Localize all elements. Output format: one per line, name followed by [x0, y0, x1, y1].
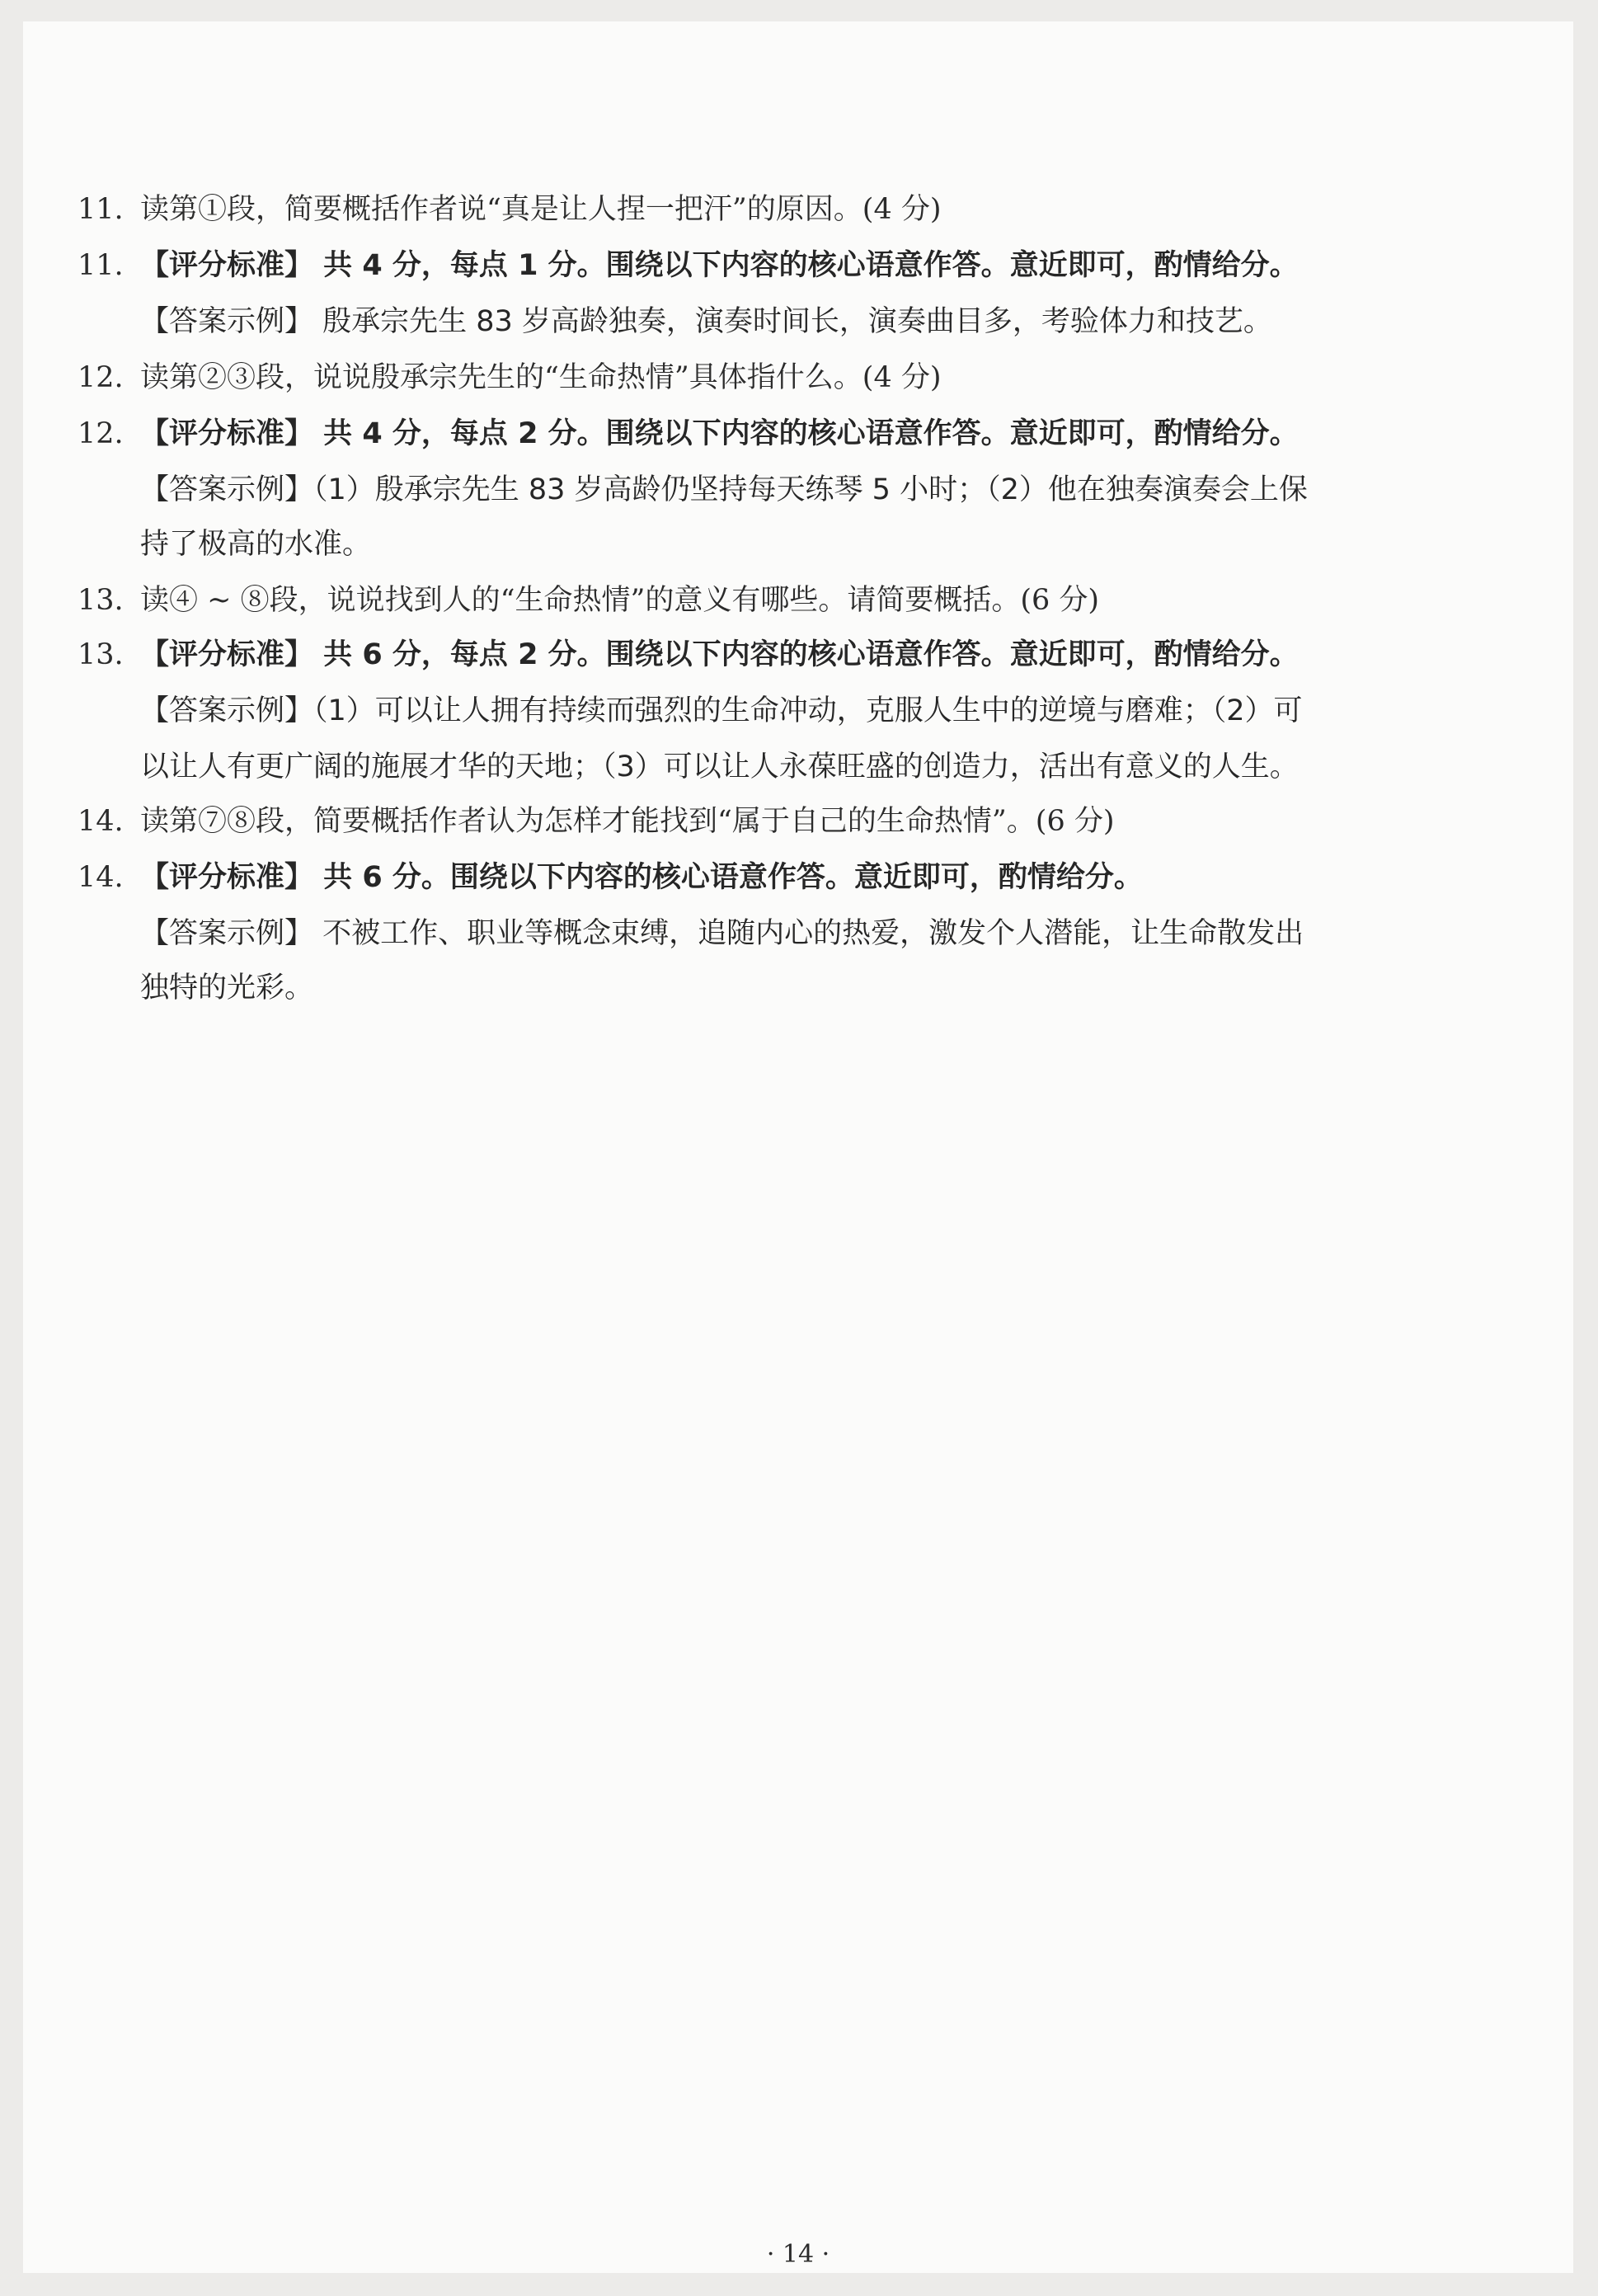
answer-example: 【答案示例】（1）殷承宗先生 83 岁高龄仍坚持每天练琴 5 小时；（2）他在独奏演奏会上保 — [140, 473, 1308, 506]
question-text: 读第⑦⑧段，简要概括作者认为怎样才能找到“属于自己的生命热情”。(6 分) — [140, 805, 1115, 838]
answer-number: 14. — [78, 861, 124, 894]
answer-example: 【答案示例】 不被工作、职业等概念束缚，追随内心的热爱，激发个人潜能，让生命散发出 — [140, 917, 1304, 950]
scoring-criteria: 【评分标准】 共 6 分，每点 2 分。围绕以下内容的核心语意作答。意近即可，酌情给分。 — [140, 638, 1299, 671]
question-number: 11. — [78, 193, 124, 226]
answer-example: 【答案示例】（1）可以让人拥有持续而强烈的生命冲动，克服人生中的逆境与磨难；（2）可 — [140, 694, 1303, 727]
answer-example: 【答案示例】 殷承宗先生 83 岁高龄独奏，演奏时间长，演奏曲目多，考验体力和技艺。 — [140, 305, 1272, 338]
scoring-criteria: 【评分标准】 共 6 分。围绕以下内容的核心语意作答。意近即可，酌情给分。 — [140, 861, 1143, 894]
answer-continuation: 独特的光彩。 — [140, 972, 314, 1004]
scoring-criteria: 【评分标准】 共 4 分，每点 1 分。围绕以下内容的核心语意作答。意近即可，酌情给分。 — [140, 249, 1299, 282]
document-page — [23, 21, 1573, 2273]
answer-number: 12. — [78, 417, 124, 450]
question-text: 读第①段，简要概括作者说“真是让人捏一把汗”的原因。(4 分) — [140, 193, 942, 226]
question-number: 12. — [78, 361, 124, 394]
question-number: 13. — [78, 584, 124, 617]
answer-number: 13. — [78, 638, 124, 671]
question-text: 读④ ~ ⑧段，说说找到人的“生命热情”的意义有哪些。请简要概括。(6 分) — [140, 584, 1100, 617]
scoring-criteria: 【评分标准】 共 4 分，每点 2 分。围绕以下内容的核心语意作答。意近即可，酌情给分。 — [140, 417, 1299, 450]
answer-continuation: 持了极高的水准。 — [140, 528, 372, 561]
question-number: 14. — [78, 805, 124, 838]
page-number: · 14 · — [766, 2240, 830, 2269]
answer-continuation: 以让人有更广阔的施展才华的天地；（3）可以让人永葆旺盛的创造力，活出有意义的人生。 — [140, 750, 1299, 783]
question-text: 读第②③段，说说殷承宗先生的“生命热情”具体指什么。(4 分) — [140, 361, 942, 394]
answer-number: 11. — [78, 249, 124, 282]
